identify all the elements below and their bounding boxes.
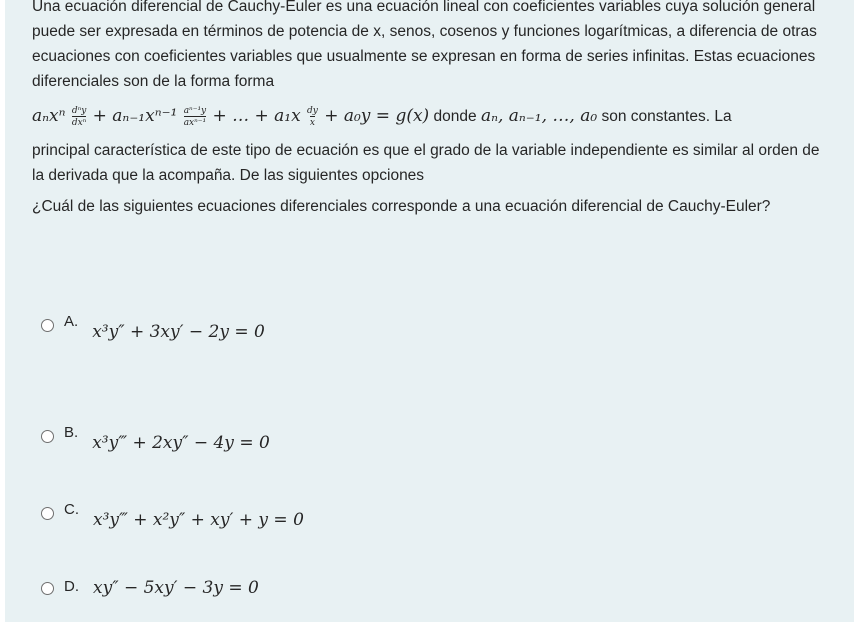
option-c[interactable] (41, 498, 304, 528)
option-a[interactable] (41, 310, 265, 340)
formula-term-2: + aₙ₋₁xⁿ⁻¹ (92, 106, 178, 127)
formula-fraction-1 (72, 106, 87, 128)
fraction-2-denominator: axⁿ⁻¹ (183, 118, 207, 128)
formula-term-1: aₙxⁿ (32, 106, 66, 127)
formula-fraction-2 (184, 106, 206, 128)
option-d[interactable] (41, 572, 259, 602)
formula-fraction-3 (307, 106, 318, 128)
option-letter: B. (64, 424, 79, 441)
radio-button[interactable] (41, 430, 54, 443)
formula-term-4: + a₀y = g(x) (324, 106, 430, 127)
option-letter: D. (64, 578, 79, 595)
question-rest: principal característica de este tipo de ecuación es que el grado de la variable independiente es similar al orden de la derivada que la acompaña. De las siguientes opciones (32, 142, 820, 184)
general-formula (32, 106, 852, 128)
option-b[interactable] (41, 421, 270, 451)
question-prompt: ¿Cuál de las siguientes ecuaciones diferenciales corresponde a una ecuación diferencial de Cauchy-Euler? (32, 198, 771, 215)
option-letter: A. (64, 313, 79, 330)
formula-text-end: son constantes. La (601, 108, 732, 126)
option-equation: x³y″ + 3xy′ − 2y = 0 (92, 322, 265, 342)
radio-button[interactable] (41, 582, 54, 595)
question-panel (5, 0, 854, 622)
formula-term-3: + … + a₁x (212, 106, 301, 127)
option-letter: C. (64, 501, 79, 518)
option-equation: x³y‴ + x²y″ + xy′ + y = 0 (93, 510, 304, 530)
fraction-3-denominator: x (309, 118, 315, 128)
fraction-1-denominator: dxⁿ (71, 118, 87, 128)
question-intro: Una ecuación diferencial de Cauchy-Euler es una ecuación lineal con coeficientes variables cuya solución general puede ser expresada en términos de potencia de x, senos, cosenos y funciones logarítmicas, a diferencia de otras ecuaciones con coeficientes variables que usualmente se expresan en forma de series infinitas. Estas ecuaciones diferenciales son de la forma forma (32, 0, 817, 90)
option-equation: xy″ − 5xy′ − 3y = 0 (93, 578, 259, 598)
radio-button[interactable] (41, 319, 54, 332)
formula-text-mid: donde (433, 108, 481, 126)
fraction-2-numerator: aⁿ⁻¹y (183, 106, 207, 116)
option-equation: x³y‴ + 2xy″ − 4y = 0 (92, 433, 270, 453)
fraction-1-numerator: dⁿy (71, 106, 87, 116)
fraction-3-numerator: dy (307, 106, 318, 116)
formula-constants: aₙ, aₙ₋₁, …, a₀ (480, 106, 598, 127)
radio-button[interactable] (41, 507, 54, 520)
